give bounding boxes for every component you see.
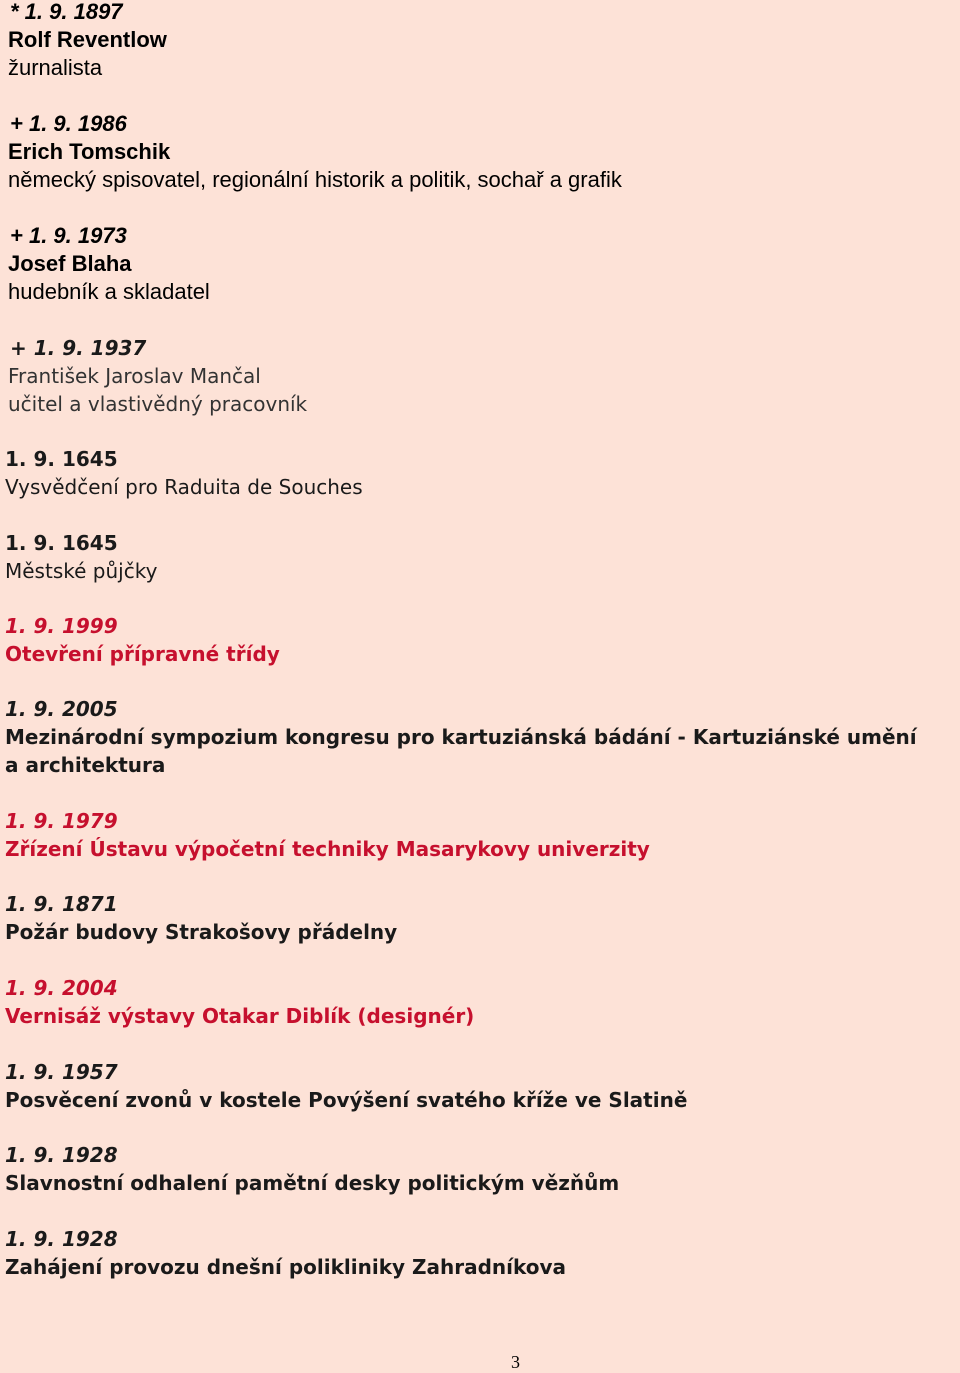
event-date: 1. 9. 1999 (5, 614, 118, 638)
person-entry (0, 110, 622, 194)
page-number (0, 1352, 960, 1373)
event-title: Městské půjčky (5, 559, 158, 583)
event-entry (0, 695, 917, 779)
event-date: 1. 9. 1979 (5, 809, 118, 833)
event-entry (0, 529, 157, 585)
person-name: Erich Tomschik (8, 139, 171, 164)
page-number-label: 3 (511, 1352, 520, 1372)
entry-date: * 1. 9. 1897 (10, 0, 123, 24)
person-entry (0, 334, 307, 418)
entry-date: + 1. 9. 1937 (10, 336, 147, 360)
event-entry (0, 807, 650, 863)
event-title: Požár budovy Strakošovy přádelny (5, 920, 398, 944)
person-description: žurnalista (8, 55, 103, 80)
event-entry (0, 445, 363, 501)
event-date: 1. 9. 1928 (5, 1227, 118, 1251)
person-description: hudebník a skladatel (8, 279, 210, 304)
event-entry (0, 612, 280, 668)
event-title: Zřízení Ústavu výpočetní techniky Masarykovy univerzity (5, 837, 650, 861)
entry-date: + 1. 9. 1973 (10, 223, 127, 248)
person-description: učitel a vlastivědný pracovník (8, 392, 308, 416)
event-date: 1. 9. 1645 (5, 531, 118, 555)
event-date: 1. 9. 2005 (5, 697, 118, 721)
event-date: 1. 9. 1957 (5, 1060, 118, 1084)
event-title: Mezinárodní sympozium kongresu pro kartuziánská bádání - Kartuziánské umění (5, 725, 917, 749)
event-title: Vysvědčení pro Raduita de Souches (5, 475, 363, 499)
person-name: Josef Blaha (8, 251, 132, 276)
event-title: Posvěcení zvonů v kostele Povýšení svatého kříže ve Slatině (5, 1088, 688, 1112)
event-date: 1. 9. 2004 (5, 976, 118, 1000)
person-name: František Jaroslav Mančal (8, 364, 261, 388)
event-date: 1. 9. 1871 (5, 892, 118, 916)
event-entry (0, 1058, 687, 1114)
event-entry (0, 1225, 566, 1281)
event-entry (0, 1141, 619, 1197)
event-date: 1. 9. 1645 (5, 447, 118, 471)
person-description: německý spisovatel, regionální historik a politik, sochař a grafik (8, 167, 622, 192)
event-title-continuation: a architektura (5, 753, 166, 777)
event-date: 1. 9. 1928 (5, 1143, 118, 1167)
entry-date: + 1. 9. 1986 (10, 111, 127, 136)
event-title: Zahájení provozu dnešní polikliniky Zahradníkova (5, 1255, 567, 1279)
person-entry (0, 0, 167, 82)
event-title: Slavnostní odhalení pamětní desky politickým vězňům (5, 1171, 620, 1195)
event-entry (0, 974, 474, 1030)
event-title: Vernisáž výstavy Otakar Diblík (designér) (5, 1004, 475, 1028)
person-name: Rolf Reventlow (8, 27, 167, 52)
event-entry (0, 890, 397, 946)
person-entry (0, 222, 210, 306)
event-title: Otevření přípravné třídy (5, 642, 280, 666)
